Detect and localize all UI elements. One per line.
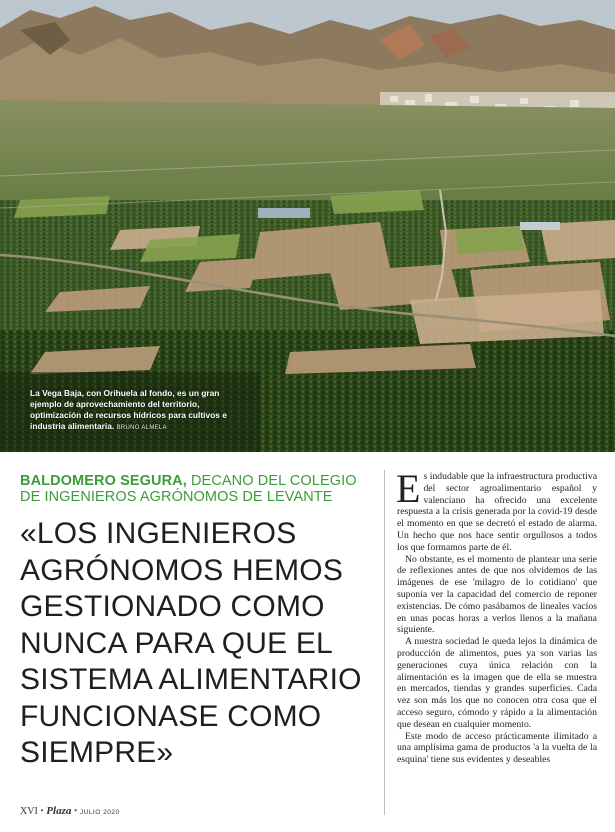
footer-separator: • [40,806,44,817]
page-number: XVI [20,806,38,817]
caption-text: La Vega Baja, con Orihuela al fondo, es un gran ejemplo de aprovechamiento del territorio, optimización de recursos hídricos para cultivos e industria alimentaria. [30,388,227,431]
publication-brand: Plaza [46,805,72,817]
page-footer [20,805,120,817]
kicker-role: DECANO DEL COLEGIO DE INGENIEROS AGRÓNOMOS DE LEVANTE [20,473,357,505]
body-paragraph-3: A nuestra sociedad le queda lejos la dinámica de producción de alimentos, pues ya son varias las generaciones cuya única relación con la alimentación es la imagen que de ella se muestra en mercados, tiendas y grandes superficies. Cada vez son más los que no conocen otra cosa que el acceso seguro, cómodo y rápido a la alimentación que desean en cualquier momento. [397,636,597,730]
photo-caption [30,388,240,434]
kicker-name: BALDOMERO SEGURA, [20,473,187,489]
article-headline: «LOS INGENIEROS AGRÓNOMOS HEMOS GESTIONADO COMO NUNCA PARA QUE EL SISTEMA ALIMENTARIO FUNCIONASE COMO SIEMPRE» [20,517,362,769]
body-paragraph-1-text: s indudable que la infraestructura productiva del sector agroalimentario español y valenciano ha ofrecido una excelente respuesta a la crisis generada por la covid-19 desde el momento en que se decretó el estado de alarma. Un hecho que nos hace sentir orgullosos a todos los que formamos parte de él. [397,471,597,553]
body-paragraph-2: No obstante, es el momento de plantear una serie de reflexiones antes de que nos olvidemos de las imágenes de ese 'milagro de lo cotidiano' que suponía ver la capacidad del comercio de reponer existencias. De cómo pasábamos de lineales vacíos en unas pocas horas a verlos llenos a la mañana siguiente. [397,553,597,636]
article-body [396,466,597,766]
column-divider [384,470,385,815]
body-paragraph-1 [396,466,597,554]
footer-separator-2: • [73,806,78,817]
body-paragraph-4: Este modo de acceso prácticamente ilimitado a una amplísima gama de productos 'a la vuelta de la esquina' tiene sus evidentes y deseables [397,730,597,766]
photo-credit: BRUNO ALMELA [116,425,167,431]
drop-cap: E [396,466,421,511]
article-kicker [20,473,365,505]
issue-date: JULIO 2020 [79,809,120,816]
